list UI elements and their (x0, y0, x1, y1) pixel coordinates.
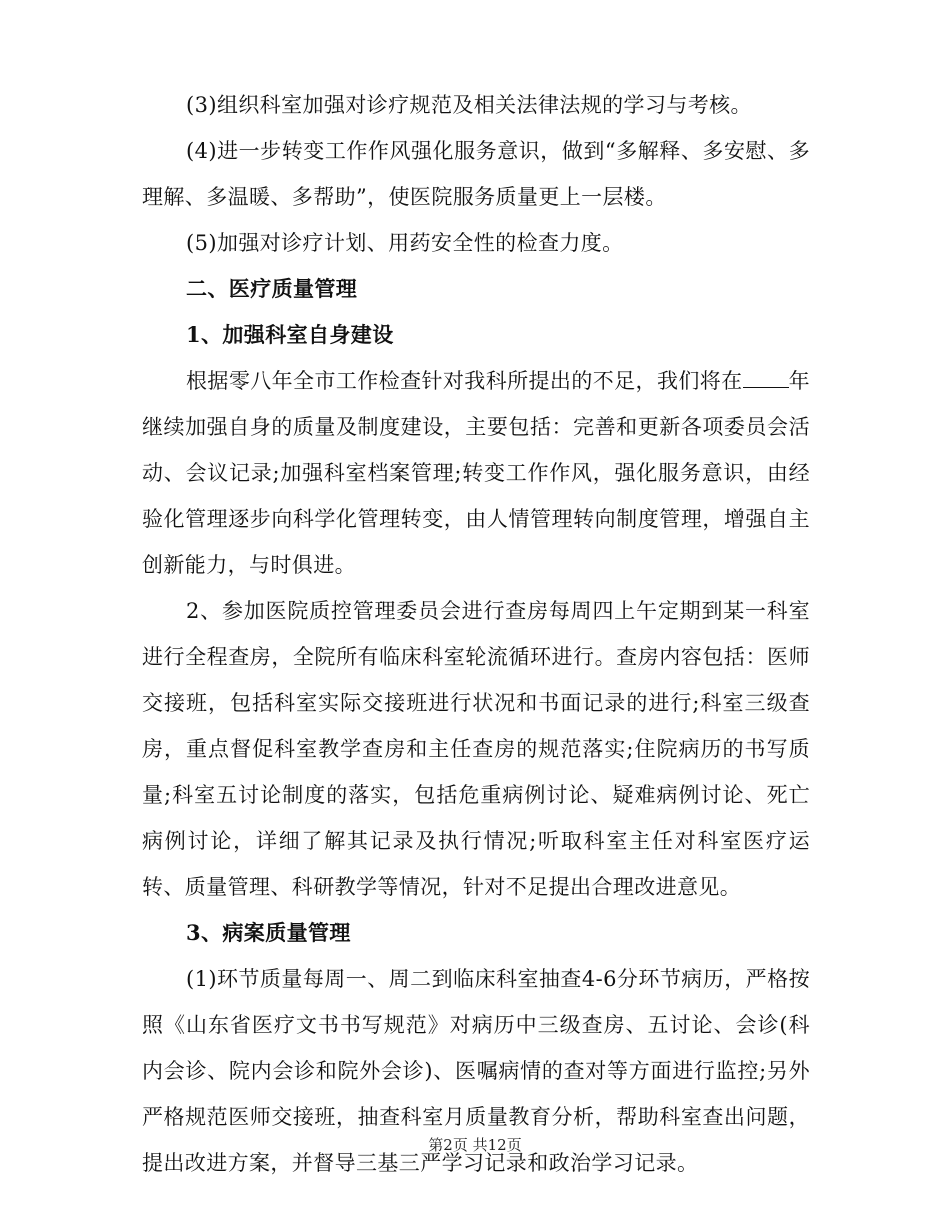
document-body (142, 82, 810, 1186)
paragraph-ward-rounds: 2、参加医院质控管理委员会进行查房每周四上午定期到某一科室进行全程查房，全院所有临床科室轮流循环进行。查房内容包括：医师交接班，包括科室实际交接班进行状况和书面记录的进行;科室三级查房，重点督促科室教学查房和主任查房的规范落实;住院病历的书写质量;科室五讨论制度的落实，包括危重病例讨论、疑难病例讨论、死亡病例讨论，详细了解其记录及执行情况;听取科室主任对科室医疗运转、质量管理、科研教学等情况，针对不足提出合理改进意见。 (142, 599, 810, 899)
paragraph-text-after-blank: 年继续加强自身的质量及制度建设，主要包括：完善和更新各项委员会活动、会议记录;加强科室档案管理;转变工作作风，强化服务意识，由经验化管理逐步向科学化管理转变，由人情管理转向制度管理，增强自主创新能力，与时俱进。 (142, 369, 810, 577)
page-footer: 第2页 共12页 (428, 1136, 522, 1154)
section-heading-medical-quality: 二、医疗质量管理 (186, 276, 358, 301)
year-blank-line (743, 367, 789, 388)
paragraph-item-5: (5)加强对诊疗计划、用药安全性的检查力度。 (186, 231, 624, 255)
subsection-heading-case-quality: 3、病案质量管理 (186, 920, 351, 945)
subsection-heading-self-construction: 1、加强科室自身建设 (186, 322, 394, 347)
paragraph-link-quality: (1)环节质量每周一、周二到临床科室抽查4-6分环节病历，严格按照《山东省医疗文书书写规范》对病历中三级查房、五讨论、会诊(科内会诊、院内会诊和院外会诊)、医嘱病情的查对等方面进行监控;另外严格规范医师交接班，抽查科室月质量教育分析，帮助科室查出问题，提出改进方案，并督导三基三严学习记录和政治学习记录。 (142, 967, 810, 1175)
paragraph-item-4: (4)进一步转变工作作风强化服务意识，做到“多解释、多安慰、多理解、多温暖、多帮助”，使医院服务质量更上一层楼。 (142, 139, 810, 209)
paragraph-item-3: (3)组织科室加强对诊疗规范及相关法律法规的学习与考核。 (186, 93, 752, 117)
paragraph-text-before-blank: 根据零八年全市工作检查针对我科所提出的不足，我们将在 (186, 369, 743, 393)
paragraph-self-construction (142, 358, 810, 588)
